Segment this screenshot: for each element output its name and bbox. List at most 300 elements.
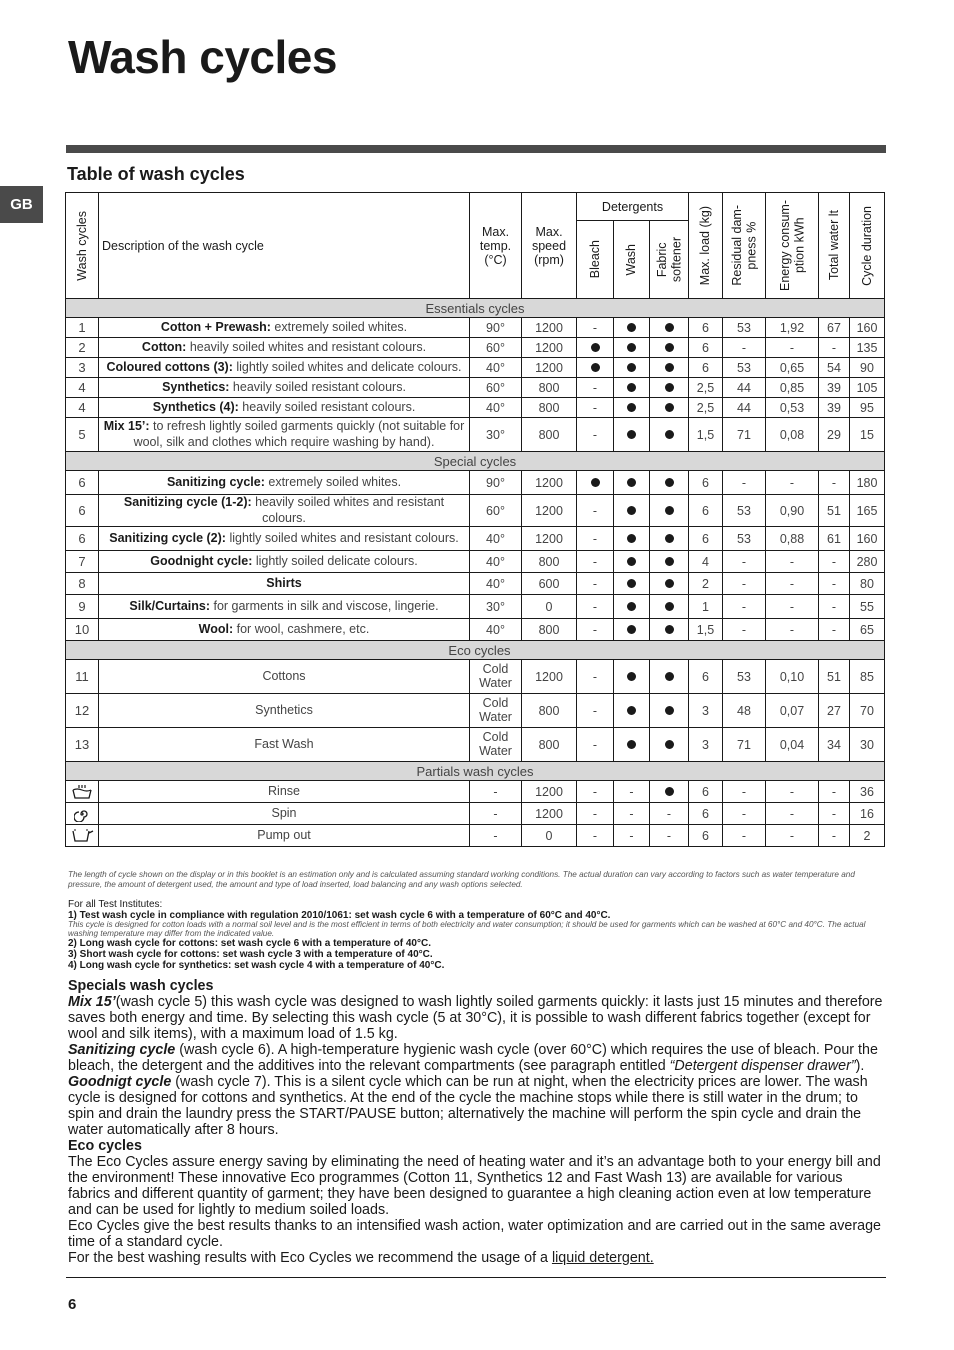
cycle-description: Sanitizing cycle: extremely soiled whites. [99, 471, 470, 495]
cycle-description: Synthetics: heavily soiled resistant colours. [99, 378, 470, 398]
test-note-1-detail: This cycle is designed for cotton loads with a normal soil level and is the most efficient in terms of both electricity and water consumption; it should be used for garments which can be washed at 60°C and 40°C. The actual washing temperature may differ from the indicated value. [68, 920, 866, 938]
max-load: 6 [689, 803, 723, 825]
cycle-number: 6 [66, 495, 99, 527]
max-temp: 90° [470, 318, 522, 338]
cycle-description: Sanitizing cycle (2): lightly soiled whites and resistant colours. [99, 527, 470, 551]
cycle-description: Spin [99, 803, 470, 825]
total-water: 54 [819, 358, 850, 378]
residual-dampness: 71 [723, 418, 766, 452]
max-load: 6 [689, 495, 723, 527]
max-load: 2,5 [689, 378, 723, 398]
total-water: - [819, 338, 850, 358]
softener-value [650, 595, 689, 619]
max-load: 6 [689, 660, 723, 694]
max-speed: 800 [522, 378, 577, 398]
energy-consumption: 0,53 [766, 398, 819, 418]
dot-marker [665, 323, 674, 332]
table-row [66, 495, 885, 527]
cycle-description: Fast Wash [99, 728, 470, 762]
max-speed: 800 [522, 694, 577, 728]
dot-marker [665, 383, 674, 392]
dot-marker [627, 740, 636, 749]
header-wash: Wash [614, 221, 650, 299]
max-speed: 1200 [522, 358, 577, 378]
wash-value [614, 318, 650, 338]
total-water: - [819, 551, 850, 573]
header-total-water: Total water lt [819, 193, 850, 299]
max-speed: 1200 [522, 318, 577, 338]
cycle-duration: 15 [850, 418, 885, 452]
softener-value [650, 694, 689, 728]
rinse-icon [71, 784, 93, 800]
softener-value [650, 338, 689, 358]
bleach-value: - [577, 595, 614, 619]
wash-value [614, 358, 650, 378]
energy-consumption: - [766, 619, 819, 641]
wash-value [614, 660, 650, 694]
bleach-value [577, 471, 614, 495]
cycle-description: Cottons [99, 660, 470, 694]
cycle-description: Mix 15’: to refresh lightly soiled garments quickly (not suitable for wool, silk and clothes which require washing by hand). [99, 418, 470, 452]
table-row [66, 318, 885, 338]
max-load: 6 [689, 338, 723, 358]
specials-heading: Specials wash cycles [68, 978, 214, 994]
page-number: 6 [68, 1296, 77, 1313]
energy-consumption: 0,65 [766, 358, 819, 378]
cycle-description: Wool: for wool, cashmere, etc. [99, 619, 470, 641]
section-label: Eco cycles [66, 641, 885, 660]
max-temp: 30° [470, 595, 522, 619]
bottom-rule [66, 1277, 886, 1278]
cycle-duration: 180 [850, 471, 885, 495]
goodnight-paragraph: Goodnigt cycle (wash cycle 7). This is a silent cycle which can be run at night, when the electricity prices are lower. The wash cycle is designed for cottons and synthetics. At the end of the cycle the machine stops while there is still water in the drum; to spin and drain the laundry press the START/PAUSE button; alternatively the machine will perform the spin cycle and drain the water automatically after 8 hours. [68, 1074, 868, 1138]
cycle-duration: 95 [850, 398, 885, 418]
table-row [66, 551, 885, 573]
bleach-value: - [577, 694, 614, 728]
max-temp: 60° [470, 338, 522, 358]
energy-consumption: 0,08 [766, 418, 819, 452]
wash-value: - [614, 803, 650, 825]
header-energy: Energy consum- ption kWh [766, 193, 819, 299]
section-label: Partials wash cycles [66, 762, 885, 781]
residual-dampness: 53 [723, 495, 766, 527]
softener-value [650, 527, 689, 551]
total-water: 61 [819, 527, 850, 551]
dot-marker [665, 706, 674, 715]
cycle-description: Silk/Curtains: for garments in silk and viscose, lingerie. [99, 595, 470, 619]
energy-consumption: 0,90 [766, 495, 819, 527]
residual-dampness: 48 [723, 694, 766, 728]
cycle-duration: 85 [850, 660, 885, 694]
max-load: 6 [689, 318, 723, 338]
softener-value [650, 619, 689, 641]
dot-marker [627, 430, 636, 439]
energy-consumption: - [766, 781, 819, 803]
dot-marker [665, 430, 674, 439]
softener-value [650, 728, 689, 762]
residual-dampness: 53 [723, 318, 766, 338]
max-temp: Cold Water [470, 694, 522, 728]
wash-value [614, 398, 650, 418]
softener-value [650, 378, 689, 398]
max-load: 6 [689, 358, 723, 378]
wash-value [614, 694, 650, 728]
mix-paragraph: Mix 15’(wash cycle 5) this wash cycle was designed to wash lightly soiled garments quickly: it lasts just 15 minutes and therefore saves both energy and time. By selecting this wash cycle (5 at 30°C), it is possible to wash different fabrics together (except for wool and silk items), with a maximum load of 1.5 kg. [68, 994, 883, 1042]
language-tab: GB [0, 186, 43, 223]
dot-marker [627, 323, 636, 332]
duration-note: The length of cycle shown on the display or in this booklet is an estimation only and is calculated assuming standard working conditions. The actual duration can vary according to factors such as water temperature and pressure, the amount of detergent used, the amount and type of load inserted, load balancing and any wash options selected. [68, 870, 855, 889]
test-note-2: 2) Long wash cycle for cottons: set wash cycle 6 with a temperature of 40°C. [68, 937, 431, 949]
cycle-description: Shirts [99, 573, 470, 595]
residual-dampness: - [723, 803, 766, 825]
cycle-number: 7 [66, 551, 99, 573]
max-speed: 800 [522, 398, 577, 418]
total-water: - [819, 573, 850, 595]
dot-marker [591, 343, 600, 352]
table-row [66, 398, 885, 418]
dot-marker [665, 602, 674, 611]
test-institutes-notes [68, 899, 888, 971]
cycle-number: 8 [66, 573, 99, 595]
table-row [66, 619, 885, 641]
section-row-eco [66, 641, 885, 660]
cycle-duration: 2 [850, 825, 885, 847]
spin-icon [74, 806, 90, 822]
max-load: 6 [689, 471, 723, 495]
dot-marker [627, 343, 636, 352]
max-temp: 90° [470, 471, 522, 495]
max-load: 2 [689, 573, 723, 595]
max-speed: 1200 [522, 527, 577, 551]
table-row [66, 728, 885, 762]
dot-marker [665, 740, 674, 749]
dot-marker [665, 787, 674, 796]
total-water: 27 [819, 694, 850, 728]
total-water: - [819, 471, 850, 495]
title-rule [66, 145, 886, 153]
table-row [66, 595, 885, 619]
dot-marker [665, 672, 674, 681]
wash-cycles-table [65, 192, 885, 847]
section-label: Essentials cycles [66, 299, 885, 318]
bleach-value: - [577, 781, 614, 803]
max-temp: 40° [470, 527, 522, 551]
residual-dampness: - [723, 595, 766, 619]
cycle-number: 6 [66, 471, 99, 495]
residual-dampness: 53 [723, 660, 766, 694]
wash-value [614, 527, 650, 551]
max-temp: 30° [470, 418, 522, 452]
cycle-duration: 160 [850, 527, 885, 551]
table-row [66, 378, 885, 398]
dot-marker [627, 403, 636, 412]
header-cycle-duration: Cycle duration [850, 193, 885, 299]
max-speed: 1200 [522, 781, 577, 803]
eco-paragraph-2: Eco Cycles give the best results thanks to an intensified wash action, water optimization and are carried out in the same average time of a standard cycle. [68, 1218, 881, 1250]
bleach-value: - [577, 318, 614, 338]
cycle-duration: 160 [850, 318, 885, 338]
total-water: 51 [819, 495, 850, 527]
table-row [66, 418, 885, 452]
energy-consumption: - [766, 573, 819, 595]
eco-heading: Eco cycles [68, 1138, 142, 1154]
residual-dampness: - [723, 825, 766, 847]
total-water: 67 [819, 318, 850, 338]
softener-value [650, 573, 689, 595]
table-row [66, 660, 885, 694]
max-load: 3 [689, 728, 723, 762]
residual-dampness: - [723, 551, 766, 573]
cycle-number: 4 [66, 398, 99, 418]
header-detergents: Detergents [577, 193, 689, 221]
cycle-number: 10 [66, 619, 99, 641]
max-load: 6 [689, 825, 723, 847]
wash-value [614, 418, 650, 452]
max-temp: 40° [470, 398, 522, 418]
table-row [66, 471, 885, 495]
total-water: - [819, 595, 850, 619]
max-load: 1 [689, 595, 723, 619]
dot-marker [665, 579, 674, 588]
max-temp: 60° [470, 378, 522, 398]
max-temp: Cold Water [470, 660, 522, 694]
cycle-description: Rinse [99, 781, 470, 803]
max-speed: 800 [522, 551, 577, 573]
softener-value: - [650, 825, 689, 847]
cycle-duration: 80 [850, 573, 885, 595]
wash-value [614, 495, 650, 527]
total-water: - [819, 803, 850, 825]
test-note-1: 1) Test wash cycle in compliance with regulation 2010/1061: set wash cycle 6 with a temperature of 60°C and 40°C. [68, 910, 611, 922]
cycle-duration: 55 [850, 595, 885, 619]
max-speed: 800 [522, 728, 577, 762]
energy-consumption: - [766, 825, 819, 847]
max-temp: Cold Water [470, 728, 522, 762]
wash-value [614, 551, 650, 573]
max-temp: 40° [470, 551, 522, 573]
eco-paragraph-1: The Eco Cycles assure energy saving by eliminating the need of heating water and it’s an advantage both to your energy bill and the environment! These innovative Eco programmes (Cotton 11, Synthetics 12 and Fast Wash 13) are available for various fabrics and different quantity of garment; they have been designed to guarantee a high cleaning action even at low temperature and can be used for lightly to medium soiled loads. [68, 1154, 881, 1218]
sanitizing-paragraph: Sanitizing cycle (wash cycle 6). A high-temperature hygienic wash cycle (over 60°C) which requires the use of bleach. Pour the bleach, the detergent and the additives into the relevant compartments (see paragraph entitled “Detergent dispenser drawer”). [68, 1042, 878, 1074]
cycle-duration: 165 [850, 495, 885, 527]
dot-marker [665, 506, 674, 515]
cycle-number: 4 [66, 378, 99, 398]
residual-dampness: 53 [723, 527, 766, 551]
energy-consumption: 0,04 [766, 728, 819, 762]
table-row [66, 573, 885, 595]
cycle-number: 9 [66, 595, 99, 619]
page-title: Wash cycles [68, 31, 337, 83]
cycle-duration: 70 [850, 694, 885, 728]
max-load: 1,5 [689, 619, 723, 641]
max-speed: 800 [522, 619, 577, 641]
softener-value [650, 418, 689, 452]
dot-marker [627, 506, 636, 515]
bleach-value [577, 358, 614, 378]
wash-value: - [614, 781, 650, 803]
max-temp: 40° [470, 573, 522, 595]
max-load: 1,5 [689, 418, 723, 452]
header-max-load: Max. load (kg) [689, 193, 723, 299]
section-label: Special cycles [66, 452, 885, 471]
header-max-speed: Max. speed (rpm) [522, 193, 577, 299]
pump-out-icon [70, 828, 94, 844]
max-speed: 0 [522, 595, 577, 619]
cycle-duration: 135 [850, 338, 885, 358]
test-note-4: 4) Long wash cycle for synthetics: set wash cycle 4 with a temperature of 40°C. [68, 960, 445, 972]
softener-value [650, 358, 689, 378]
bleach-value: - [577, 527, 614, 551]
cycle-icon-cell [66, 825, 99, 847]
max-speed: 1200 [522, 495, 577, 527]
wash-value [614, 378, 650, 398]
cycle-number: 13 [66, 728, 99, 762]
table-row [66, 694, 885, 728]
wash-value [614, 728, 650, 762]
softener-value [650, 495, 689, 527]
cycle-number: 5 [66, 418, 99, 452]
softener-value: - [650, 803, 689, 825]
bleach-value: - [577, 418, 614, 452]
energy-consumption: 0,85 [766, 378, 819, 398]
bleach-value: - [577, 728, 614, 762]
dot-marker [591, 478, 600, 487]
bleach-value: - [577, 398, 614, 418]
dot-marker [665, 403, 674, 412]
bleach-value: - [577, 495, 614, 527]
cycle-number: 6 [66, 527, 99, 551]
energy-consumption: - [766, 551, 819, 573]
max-speed: 0 [522, 825, 577, 847]
cycle-duration: 65 [850, 619, 885, 641]
cycle-number: 2 [66, 338, 99, 358]
dot-marker [627, 706, 636, 715]
residual-dampness: 44 [723, 398, 766, 418]
cycle-duration: 105 [850, 378, 885, 398]
total-water: - [819, 781, 850, 803]
energy-consumption: 1,92 [766, 318, 819, 338]
wash-value [614, 471, 650, 495]
softener-value [650, 318, 689, 338]
eco-paragraph-3: For the best washing results with Eco Cycles we recommend the usage of a liquid detergent. [68, 1250, 654, 1266]
header-description: Description of the wash cycle [99, 193, 470, 299]
wash-value [614, 595, 650, 619]
dot-marker [627, 534, 636, 543]
cycle-icon-cell [66, 781, 99, 803]
cycle-description: Pump out [99, 825, 470, 847]
max-temp: - [470, 803, 522, 825]
dot-marker [627, 602, 636, 611]
section-row-special [66, 452, 885, 471]
cycle-description: Sanitizing cycle (1-2): heavily soiled whites and resistant colours. [99, 495, 470, 527]
dot-marker [627, 625, 636, 634]
max-temp: 40° [470, 358, 522, 378]
cycle-description: Goodnight cycle: lightly soiled delicate colours. [99, 551, 470, 573]
max-load: 6 [689, 527, 723, 551]
header-residual-dampness: Residual dam- pness % [723, 193, 766, 299]
dot-marker [665, 625, 674, 634]
energy-consumption: - [766, 595, 819, 619]
wash-value [614, 573, 650, 595]
dot-marker [627, 557, 636, 566]
cycle-number: 3 [66, 358, 99, 378]
total-water: - [819, 825, 850, 847]
max-speed: 1200 [522, 471, 577, 495]
table-row [66, 358, 885, 378]
total-water: - [819, 619, 850, 641]
max-speed: 1200 [522, 803, 577, 825]
test-intro: For all Test Institutes: [68, 899, 163, 910]
cycle-number: 12 [66, 694, 99, 728]
softener-value [650, 471, 689, 495]
cycle-duration: 30 [850, 728, 885, 762]
energy-consumption: - [766, 471, 819, 495]
max-load: 4 [689, 551, 723, 573]
cycle-number: 11 [66, 660, 99, 694]
section-row-essentials [66, 299, 885, 318]
max-speed: 1200 [522, 338, 577, 358]
energy-consumption: 0,10 [766, 660, 819, 694]
body-text [68, 978, 888, 1266]
cycle-icon-cell [66, 803, 99, 825]
residual-dampness: 44 [723, 378, 766, 398]
residual-dampness: - [723, 338, 766, 358]
header-bleach: Bleach [577, 221, 614, 299]
residual-dampness: - [723, 781, 766, 803]
wash-value [614, 619, 650, 641]
wash-value [614, 338, 650, 358]
total-water: 29 [819, 418, 850, 452]
dot-marker [665, 478, 674, 487]
softener-value [650, 660, 689, 694]
max-speed: 1200 [522, 660, 577, 694]
table-row [66, 803, 885, 825]
max-temp: - [470, 825, 522, 847]
softener-value [650, 398, 689, 418]
max-speed: 600 [522, 573, 577, 595]
residual-dampness: - [723, 573, 766, 595]
energy-consumption: - [766, 338, 819, 358]
header-fabric-softener: Fabric softener [650, 221, 689, 299]
table-row [66, 338, 885, 358]
header-max-temp: Max. temp. (°C) [470, 193, 522, 299]
max-load: 3 [689, 694, 723, 728]
residual-dampness: 71 [723, 728, 766, 762]
bleach-value: - [577, 619, 614, 641]
residual-dampness: - [723, 619, 766, 641]
cycle-description: Cotton: heavily soiled whites and resistant colours. [99, 338, 470, 358]
bleach-value: - [577, 803, 614, 825]
test-note-3: 3) Short wash cycle for cottons: set wash cycle 3 with a temperature of 40°C. [68, 948, 433, 960]
total-water: 51 [819, 660, 850, 694]
energy-consumption: 0,07 [766, 694, 819, 728]
bleach-value: - [577, 660, 614, 694]
liquid-detergent-link[interactable]: liquid detergent. [551, 1250, 654, 1266]
table-row [66, 825, 885, 847]
max-temp: - [470, 781, 522, 803]
cycle-number: 1 [66, 318, 99, 338]
max-temp: 40° [470, 619, 522, 641]
cycle-description: Coloured cottons (3): lightly soiled whites and delicate colours. [99, 358, 470, 378]
softener-value [650, 781, 689, 803]
bleach-value: - [577, 378, 614, 398]
dot-marker [627, 363, 636, 372]
cycle-description: Synthetics (4): heavily soiled resistant colours. [99, 398, 470, 418]
section-row-partials [66, 762, 885, 781]
dot-marker [665, 557, 674, 566]
dot-marker [665, 534, 674, 543]
dot-marker [591, 363, 600, 372]
total-water: 39 [819, 398, 850, 418]
